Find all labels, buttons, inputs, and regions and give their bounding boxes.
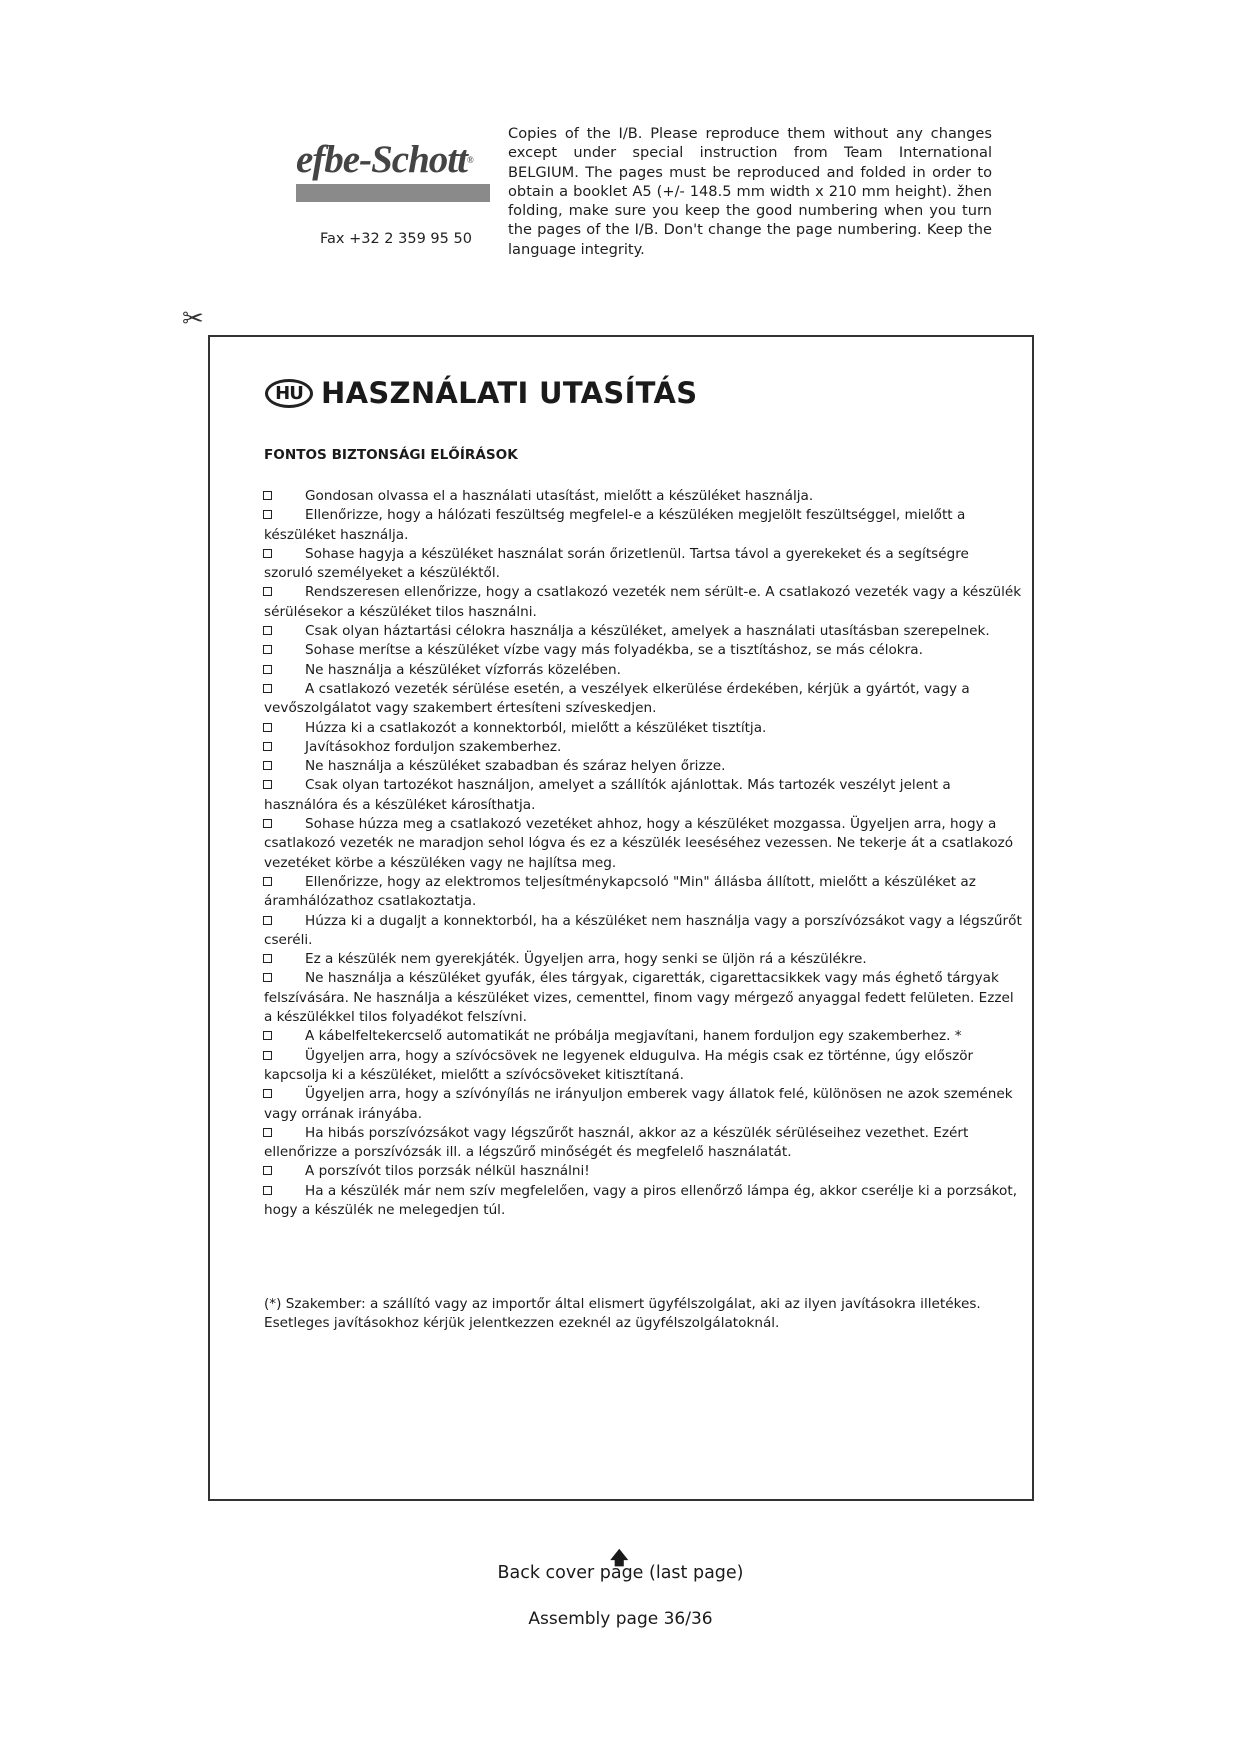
checkbox-square-icon [263,645,272,654]
list-item-text: A csatlakozó vezeték sérülése esetén, a veszélyek elkerülése érdekében, kérjük a gyártót, vagy a vevőszolgálatot vagy szakembert értesíteni szíveskedjen. [264,680,970,717]
list-item-text: Ha a készülék már nem szív megfelelően, vagy a piros ellenőrző lámpa ég, akkor cserélje ki a porzsákot, hogy a készülék ne melegedjen túl. [264,1182,1018,1218]
list-item-text: Javításokhoz forduljon szakemberhez. [305,738,562,755]
list-item-text: A kábelfeltekercselő automatikát ne próbálja megjavítani, hanem forduljon egy szakemberhez. * [305,1028,962,1045]
arrow-up-icon: 🡅 [610,1548,629,1569]
list-item [264,1085,1022,1124]
title-text: HASZNÁLATI UTASÍTÁS [321,376,698,410]
list-item-text: Sohase húzza meg a csatlakozó vezetéket ahhoz, hogy a készüléket mozgassa. Ügyeljen arra, hogy a csatlakozó vezeték ne maradjon sehol lógva és ez a készülék leeséséhez vezessen. Ne tekerje át a csatlakozó vezetéket körbe a készüléken vagy ne hajlítsa meg. [264,816,1014,871]
checkbox-square-icon [263,1166,272,1175]
list-item-text: Rendszeresen ellenőrizze, hogy a csatlakozó vezeték nem sérült-e. A csatlakozó vezeték vagy a készülék sérülésekor a készüléket tilos használni. [264,584,1022,620]
list-item [264,776,1022,815]
checkbox-square-icon [263,877,272,886]
list-item [264,969,1022,1027]
list-item [264,583,1022,622]
list-item [264,1124,1022,1163]
list-item-text: Csak olyan háztartási célokra használja a készüléket, amelyek a használati utasításban szerepelnek. [305,623,990,640]
list-item [264,622,1022,641]
header [0,0,1241,280]
list-item-text: Húzza ki a dugaljt a konnektorból, ha a készüléket nem használja vagy a porszívózsákot vagy a légszűrőt cseréli. [264,912,1022,948]
list-item [264,815,1022,873]
checkbox-square-icon [263,1128,272,1137]
scissors-icon: ✂ [182,304,204,334]
list-item [264,1047,1022,1086]
list-item [264,1162,1022,1181]
list-item-text: Csak olyan tartozékot használjon, amelyet a szállítók ajánlottak. Más tartozék veszélyt jelent a használóra és a készüléket károsíthatja. [264,777,951,813]
list-item [264,680,1022,719]
list-item [264,1182,1022,1221]
checkbox-square-icon [263,491,272,500]
checkbox-square-icon [263,587,272,596]
back-cover-label: Back cover page (last page) [497,1563,744,1583]
list-item-text: Ellenőrizze, hogy a hálózati feszültség megfelel-e a készüléken megjelölt feszültséggel, mielőtt a készüléket használja. [264,507,966,543]
checkbox-square-icon [263,780,272,789]
list-item [264,661,1022,680]
checkbox-square-icon [263,1051,272,1060]
checkbox-square-icon [263,549,272,558]
page-title [265,376,697,410]
reproduction-notice: Copies of the I/B. Please reproduce them without any changes except under special instruction from Team International BELGIUM. The pages must be reproduced and folded in order to obtain a booklet A5 (+/- 148.5 mm width x 210 mm height). žhen folding, make sure you keep the good numbering when you turn the pages of the I/B. Don't change the page numbering. Keep the language integrity. [508,125,992,258]
logo-text: efbe-Schott® [296,138,473,181]
fax-number: Fax +32 2 359 95 50 [320,231,472,247]
list-item-text: Sohase hagyja a készüléket használat során őrizetlenül. Tartsa távol a gyerekeket és a segítségre szoruló személyeket a készüléktől. [264,545,969,582]
list-item-text: Gondosan olvassa el a használati utasítást, mielőtt a készüléket használja. [305,488,814,504]
list-item [264,757,1022,776]
checkbox-square-icon [263,723,272,732]
list-item-text: Ne használja a készüléket vízforrás közelében. [305,661,621,678]
list-item [264,1027,1022,1046]
list-item-text: Ügyeljen arra, hogy a szívónyílás ne irányuljon emberek vagy állatok felé, különösen ne azok szemének vagy orrának irányába. [264,1086,1013,1122]
list-item [264,912,1022,951]
list-item-text: Sohase merítse a készüléket vízbe vagy más folyadékba, se a tisztításhoz, se más célokra. [305,642,923,659]
list-item [264,738,1022,757]
section-heading: FONTOS BIZTONSÁGI ELŐÍRÁSOK [264,447,518,463]
checkbox-square-icon [263,954,272,963]
list-item [264,719,1022,738]
checkbox-square-icon [263,1186,272,1195]
checkbox-square-icon [263,1031,272,1040]
list-item [264,950,1022,969]
checkbox-square-icon [263,819,272,828]
checkbox-square-icon [263,684,272,693]
list-item [264,487,1022,506]
checkbox-square-icon [263,665,272,674]
list-item [264,506,1022,545]
list-item-text: Ne használja a készüléket gyufák, éles tárgyak, cigaretták, cigarettacsikkek vagy más éghető tárgyak felszívására. Ne használja a készüléket vizes, cementtel, finom vagy mérgező anyaggal fedett felületen. Ezzel a készülékkel tilos folyadékot felszívni. [264,970,1014,1026]
checkbox-square-icon [263,973,272,982]
checkbox-square-icon [263,626,272,635]
list-item [264,545,1022,584]
list-item-text: Ha hibás porszívózsákot vagy légszűrőt használ, akkor az a készülék sérüléseihez vezethet. Ezért ellenőrizze a porszívózsák ill. a légszűrő minőségét és megfelelő használatát. [264,1124,969,1161]
list-item [264,641,1022,660]
list-item-text: Húzza ki a csatlakozót a konnektorból, mielőtt a készüléket tisztítja. [305,719,767,736]
registered-mark: ® [466,155,473,165]
list-item-text: Ez a készülék nem gyerekjáték. Ügyeljen arra, hogy senki se üljön rá a készülékre. [305,951,867,968]
list-item-text: Ügyeljen arra, hogy a szívócsövek ne legyenek eldugulva. Ha mégis csak ez történne, úgy először kapcsolja ki a készüléket, mielőtt a szívócsöveket kitisztítaná. [264,1047,974,1083]
footnote: (*) Szakember: a szállító vagy az importőr által elismert ügyfélszolgálat, aki az ilyen javításokra illetékes. Esetleges javításokhoz kérjük jelentkezzen ezeknél az ügyfélszolgálatoknál. [264,1296,981,1332]
manual-page-frame [208,335,1034,1501]
assembly-page-label: Assembly page 36/36 [528,1609,713,1629]
list-item-text: Ellenőrizze, hogy az elektromos teljesítménykapcsoló "Min" állásba állított, mielőtt a készüléket az áramhálózathoz csatlakoztatja. [264,873,976,910]
brand-logo [296,140,496,200]
checkbox-square-icon [263,1089,272,1098]
checkbox-square-icon [263,742,272,751]
checkbox-square-icon [263,916,272,925]
list-item [264,873,1022,912]
safety-list [264,487,1022,1220]
checkbox-square-icon [263,510,272,519]
list-item-text: Ne használja a készüléket szabadban és száraz helyen őrizze. [305,758,726,775]
list-item-text: A porszívót tilos porzsák nélkül használni! [305,1163,590,1180]
checkbox-square-icon [263,761,272,770]
logo-bar [296,184,490,202]
language-badge: HU [265,379,313,408]
